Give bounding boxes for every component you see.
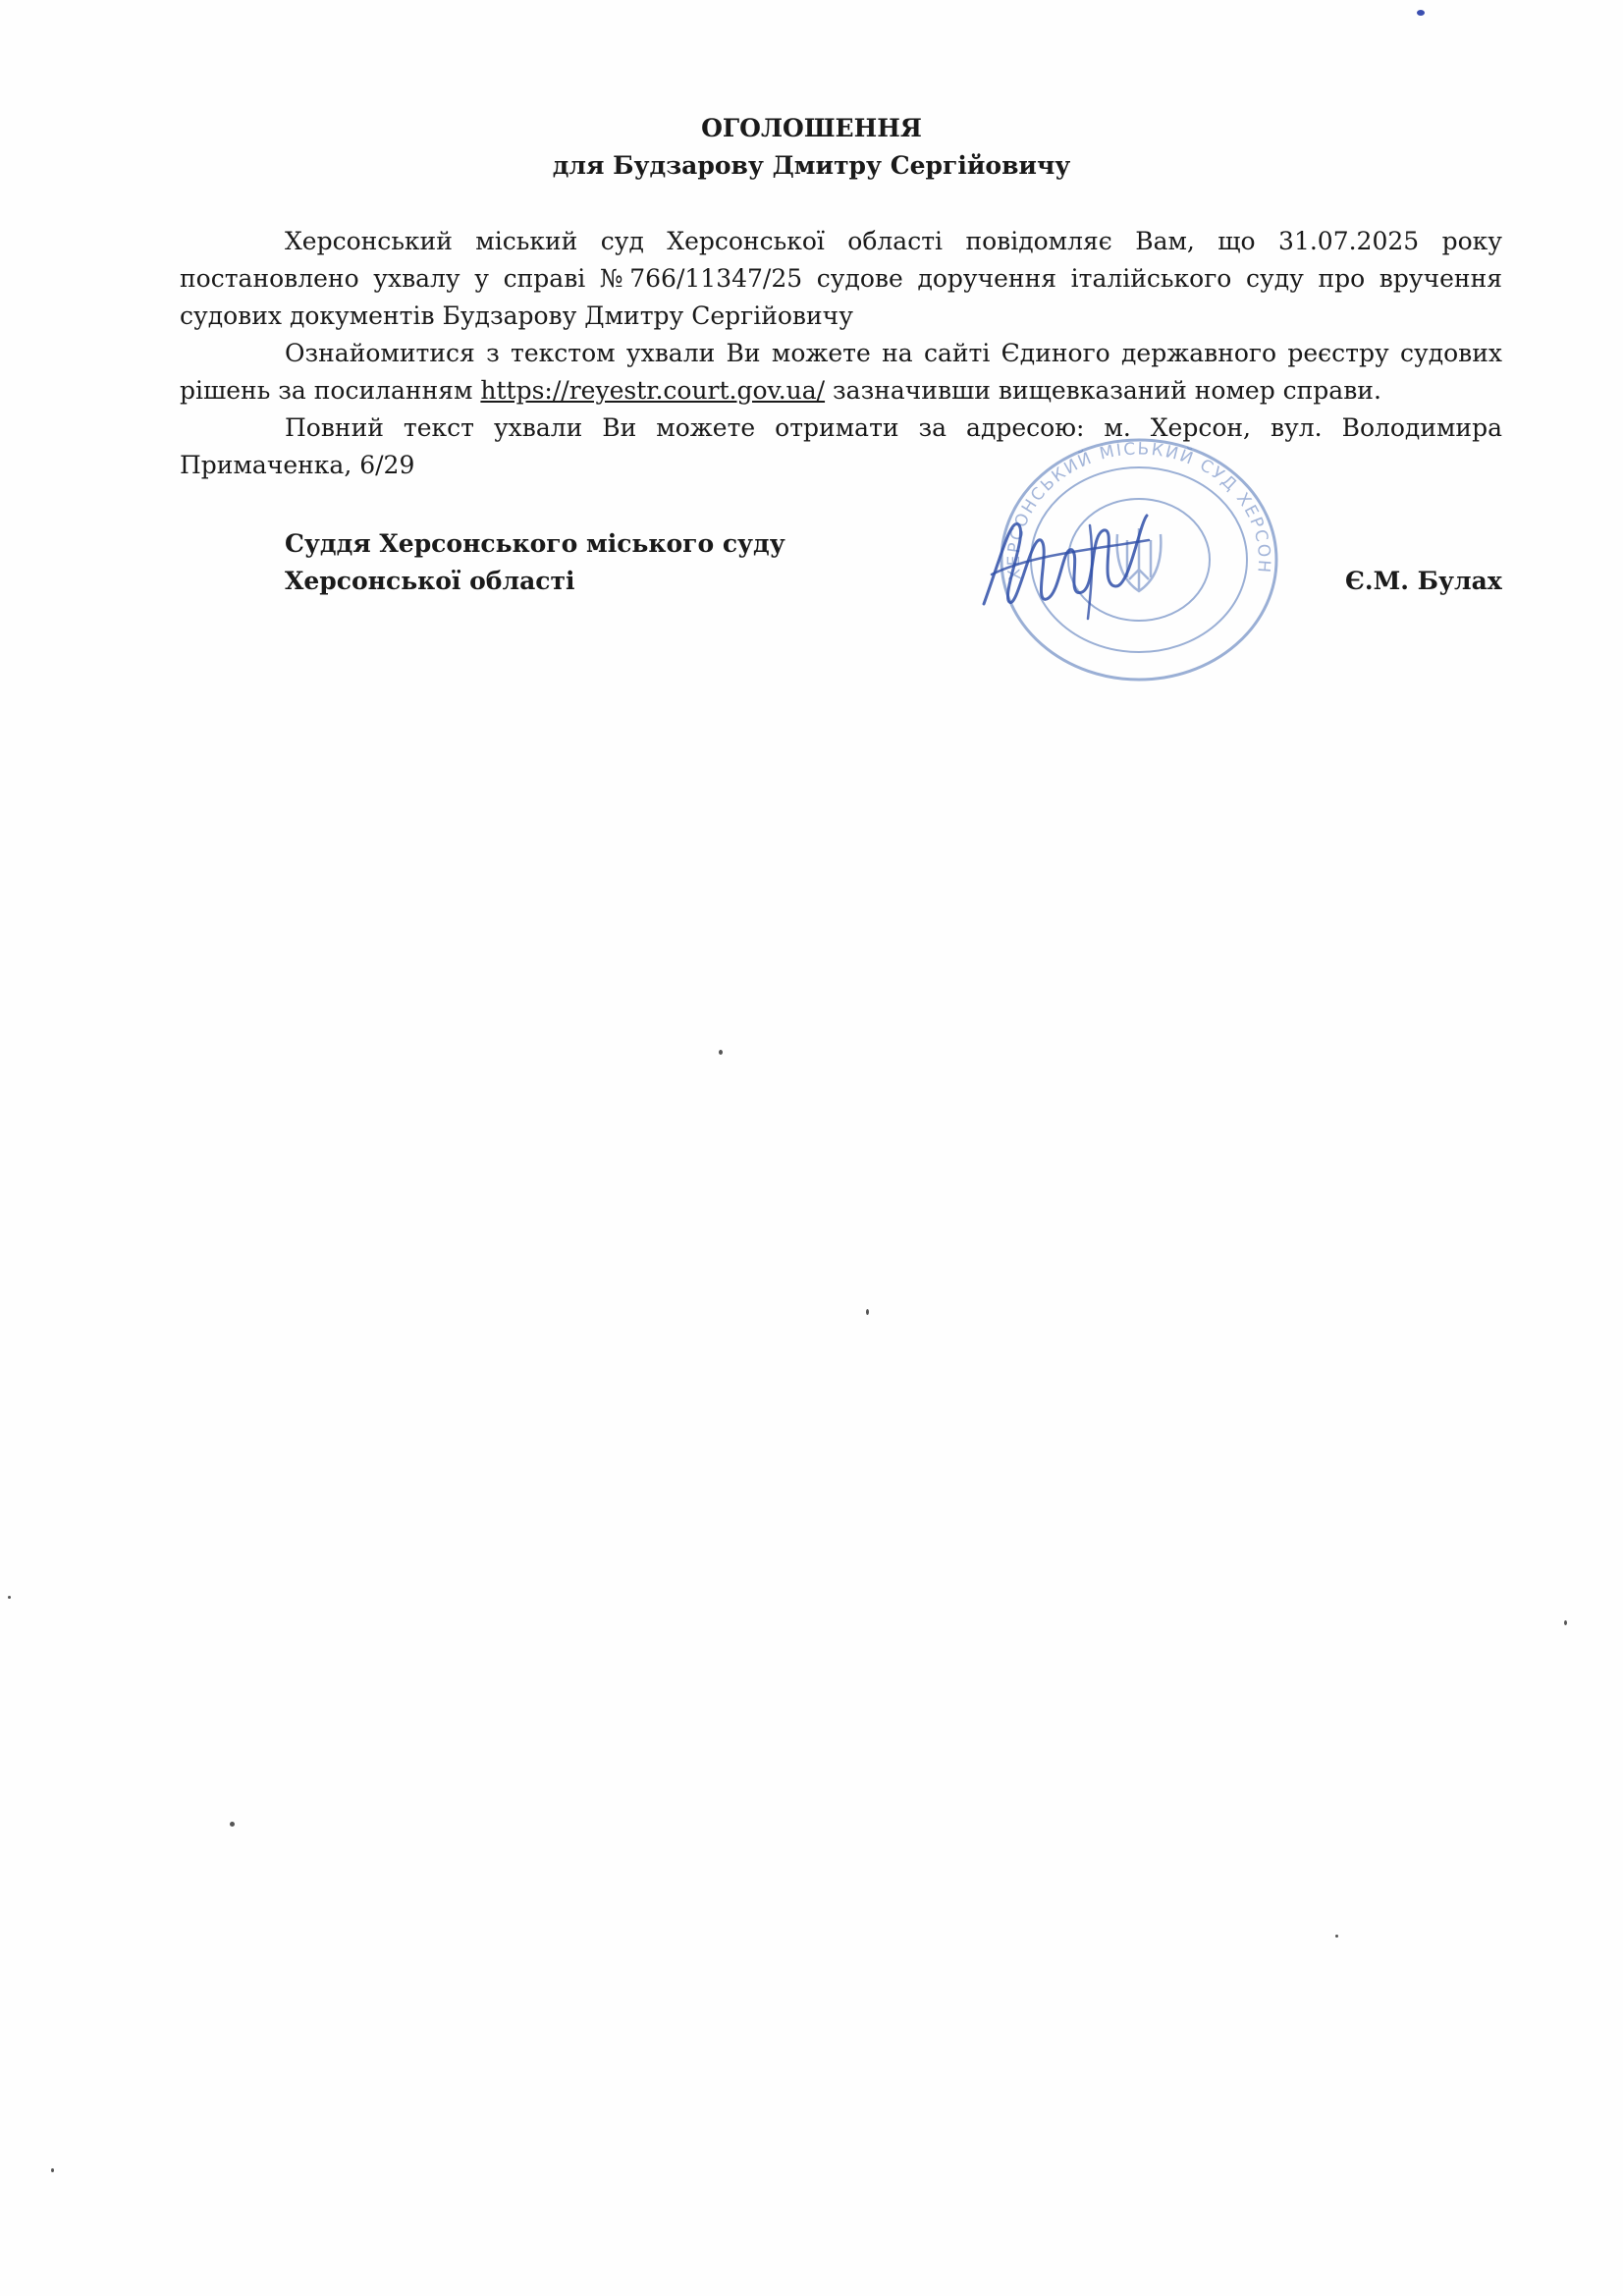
paragraph-registry-text: Ознайомитися з текстом ухвали Ви можете на сайті Єдиного державного реєстру судових рішень за посиланням bbox=[180, 339, 1502, 405]
judge-signature bbox=[972, 496, 1159, 624]
signature-icon bbox=[972, 496, 1159, 624]
paragraph-registry-tail: зазначивши вищевказаний номер справи. bbox=[825, 376, 1381, 405]
scan-speck bbox=[8, 1596, 11, 1599]
scan-speck bbox=[1335, 1935, 1338, 1938]
paragraph-address: Повний текст ухвали Ви можете отримати за адресою: м. Херсон, вул. Володимира Примаченка, 6/29 bbox=[180, 413, 1502, 479]
signatory-position bbox=[285, 525, 785, 600]
scan-speck bbox=[1417, 10, 1425, 16]
judge-name: Є.М. Булах bbox=[1345, 567, 1502, 595]
paragraph-ruling: Херсонський міський суд Херсонської області повідомляє Вам, що 31.07.2025 року постановлено ухвалу у справі №766/11347/25 судове доручення італійського суду про вручення судових документів Будзарову Дмитру Сергійовичу bbox=[180, 227, 1502, 330]
announcement-heading bbox=[0, 110, 1623, 185]
paragraph-registry bbox=[180, 335, 1502, 410]
stamp-ring-text: ХЕРСОНСЬКИЙ МІСЬКИЙ СУД ХЕРСОН bbox=[1003, 439, 1274, 582]
announcement-body bbox=[180, 223, 1502, 484]
position-line-1: Суддя Херсонського міського суду bbox=[285, 529, 785, 558]
scan-speck bbox=[719, 1050, 723, 1055]
scan-speck bbox=[230, 1822, 235, 1827]
position-line-2: Херсонської області bbox=[285, 567, 575, 595]
announcement-addressee: для Будзарову Дмитру Сергійовичу bbox=[552, 151, 1071, 180]
scan-speck bbox=[866, 1309, 869, 1315]
scan-speck bbox=[51, 2168, 54, 2172]
announcement-title: ОГОЛОШЕННЯ bbox=[701, 114, 922, 142]
registry-link[interactable]: https://reyestr.court.gov.ua/ bbox=[480, 376, 826, 405]
scan-speck bbox=[1564, 1620, 1567, 1625]
